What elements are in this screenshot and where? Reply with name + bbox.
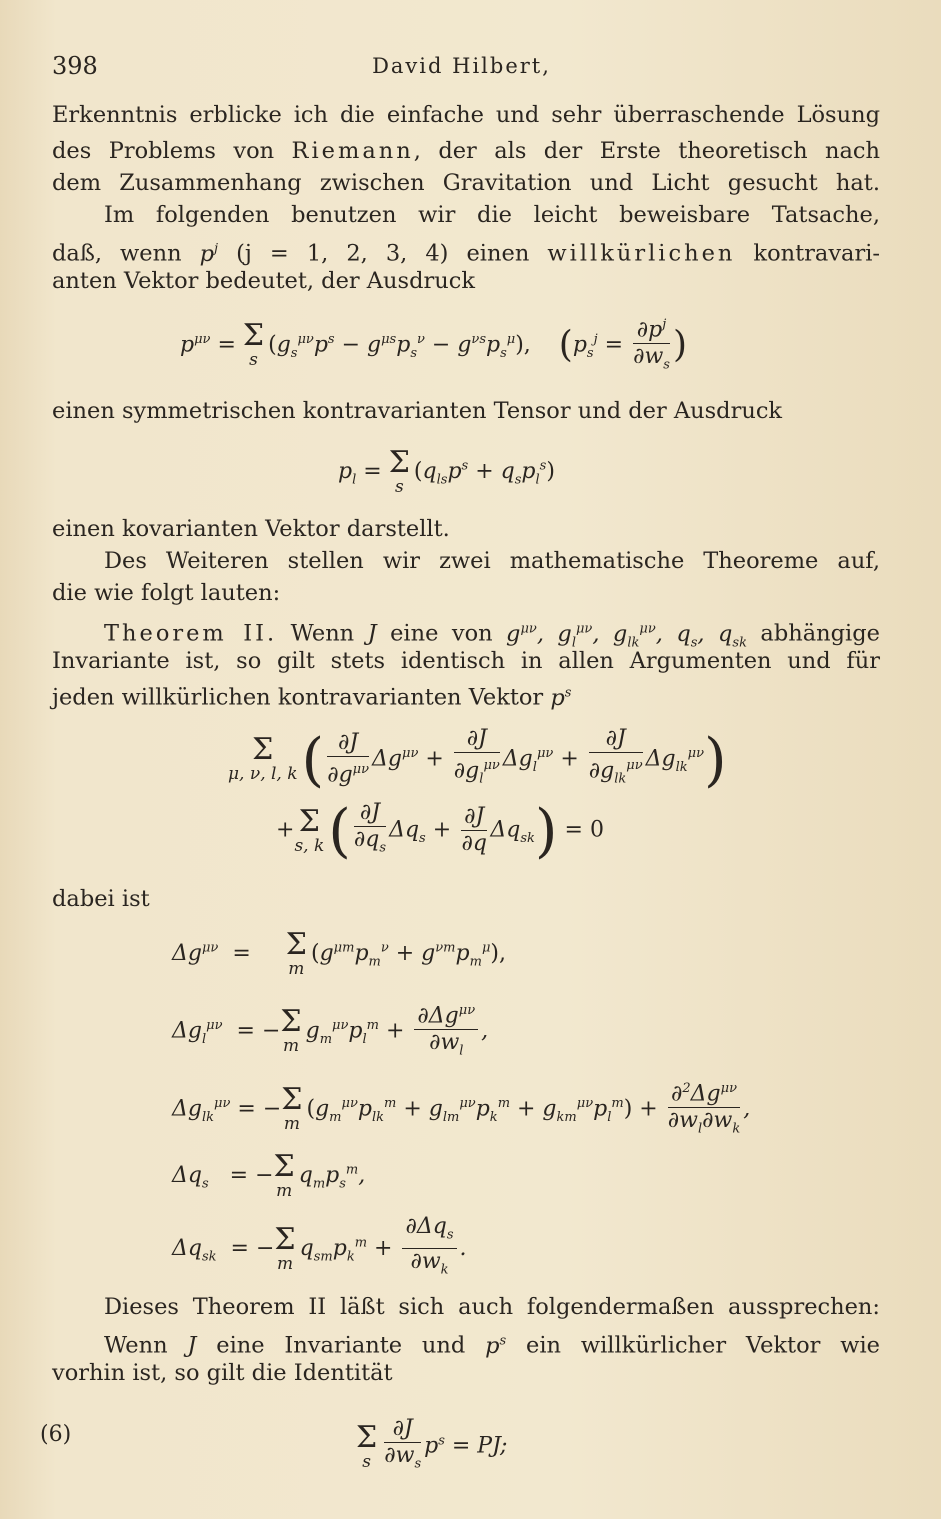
text-line: des Problems von Riemann, der als der Erste theoretisch nach	[52, 138, 880, 164]
text-line: Wenn J eine Invariante und $p^s$ ein willkürlicher Vektor wie	[104, 1332, 880, 1359]
text-line: jeden willkürlichen kontravarianten Vektor $p^s$	[52, 684, 572, 711]
text-line: dabei ist	[52, 886, 150, 912]
theorem-label: Theorem II.	[104, 620, 278, 647]
equation-p-l: $p_l$ = Σ s $(q_{ls}p^s + q_sp_l^s)$	[338, 445, 555, 497]
equation-theorem-line1: Σ μ, ν, l, k ( $\frac{\partial J}{\partial g^{\mu\nu}}$ $\Delta g^{\mu\nu}$ + $\frac{\partial J}{\partial g_l^{\mu\nu}}$ $\Delta g_l^{\mu\nu}$ + $\frac{\partial J}{\partial g_{lk}^{\mu\nu}}$ $\Delta g_{lk}^{\mu\nu}$)	[228, 725, 727, 794]
equation-delta-g-l: $\Delta g_l^{\mu\nu}$ = − Σ m $g_m^{\mu\nu}p_l^m$ + $\frac{\partial\Delta g^{\mu\nu}}{\partial w_l}$ ,	[172, 998, 488, 1065]
running-head: David Hilbert,	[372, 54, 551, 78]
text-line: einen kovarianten Vektor darstellt.	[52, 516, 450, 542]
equation-delta-q-s: $\Delta q_s$ = − Σ m $q_mp_s^m$,	[172, 1149, 366, 1201]
text-line: Des Weiteren stellen wir zwei mathematische Theoreme auf,	[104, 548, 880, 574]
page-header	[52, 52, 871, 86]
equation-delta-g: $\Delta g^{\mu\nu}$ = Σ m $(g^{\mu m}p_m^\nu + g^{\nu m}p_m^\mu)$,	[172, 927, 506, 979]
text-line: Erkenntnis erblicke ich die einfache und sehr überraschende Lösung	[52, 102, 880, 128]
page-number: 398	[52, 52, 98, 80]
equation-theorem-line2: + Σ s, k ( $\frac{\partial J}{\partial q_s}$ $\Delta q_s$ + $\frac{\partial J}{\partial q}$ $\Delta q_{sk}) = 0$	[276, 796, 604, 865]
text-line: die wie folgt lauten:	[52, 580, 281, 606]
text-line: dem Zusammenhang zwischen Gravitation und Licht gesucht hat.	[52, 170, 880, 196]
equation-delta-q-sk: $\Delta q_{sk}$ = − Σ m $q_{sm}p_k^m$ + $\frac{\partial\Delta q_s}{\partial w_k}$ .	[172, 1214, 467, 1278]
equation-number: (6)	[40, 1422, 72, 1447]
equation-p-mu-nu: $p^{\mu\nu}$ = Σ s $(g_s^{\mu\nu}p^s - g^{\mu s}p_s^\nu - g^{\nu s}p_s^\mu)$, ($p_s^j$ = $\frac{\partial p^j}{\partial w_s}$ )	[180, 312, 687, 379]
riemann-name: Riemann	[291, 138, 414, 164]
text-line: einen symmetrischen kontravarianten Tensor und der Ausdruck	[52, 398, 783, 424]
text-line: anten Vektor bedeutet, der Ausdruck	[52, 268, 475, 294]
text-line: Im folgenden benutzen wir die leicht beweisbare Tatsache,	[104, 202, 880, 228]
equation-6: Σ s $\frac{\partial J}{\partial w_s}$ $p^s$ = PJ;	[356, 1416, 508, 1472]
text-line: vorhin ist, so gilt die Identität	[52, 1360, 393, 1386]
theorem-line: Theorem II. Wenn J eine von $g^{\mu\nu}$, $g_l^{\mu\nu}$, $g_{lk}^{\mu\nu}$, $q_s$, $q_{sk}$ abhängige	[104, 620, 880, 650]
text-line: daß, wenn $p^j$ (j = 1, 2, 3, 4) einen willkürlichen kontravari-	[52, 240, 880, 267]
text-line: Invariante ist, so gilt stets identisch in allen Argumenten und für	[52, 648, 880, 674]
text-line: Dieses Theorem II läßt sich auch folgendermaßen aussprechen:	[104, 1294, 880, 1320]
equation-delta-g-lk: $\Delta g_{lk}^{\mu\nu}$ = − Σ m $(g_m^{\mu\nu}p_{lk}^m + g_{lm}^{\mu\nu}p_k^m + g_{km}^{\mu\nu}p_l^m)$ + $\frac{\partial^2\Delta g^{\mu\nu}}{\partial w_l\partial w_k}$ ,	[172, 1076, 750, 1143]
